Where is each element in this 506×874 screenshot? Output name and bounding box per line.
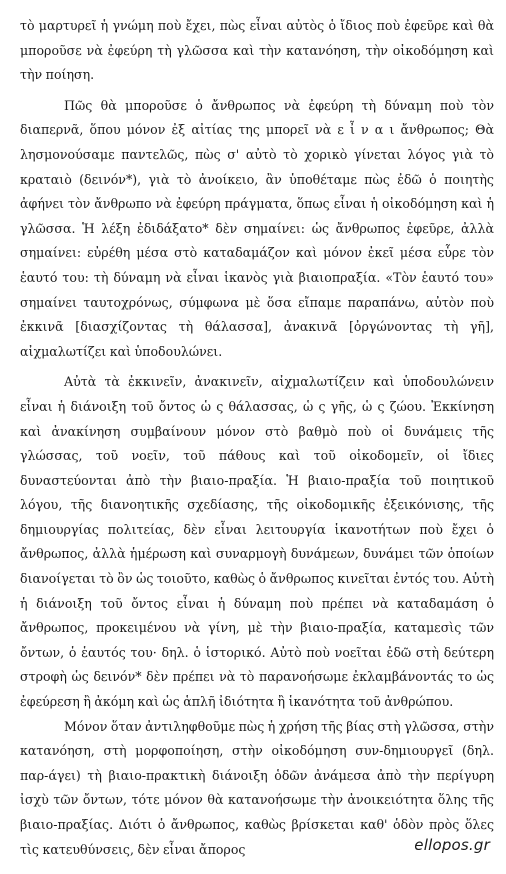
paragraph: Μόνον ὅταν ἀντιληφθοῦμε πὼς ἡ χρήση τῆς βίας στὴ γλῶσσα, στὴν κατανόηση, στὴ μορφοποίηση, στὴν οἰκοδόμηση συν-δημιουργεῖ (δηλ. παρ-άγει) τὴ βιαιο-πρακτικὴ διάνοιξη ὁδῶν ἀνάμεσα ἀπὸ τὴν περίγυρη ἰσχὺ τῶν ὄντων, τότε μόνον θὰ κατανοήσωμε τὴν ἀνοικειότητα ὅλης τῆς βιαιο-πραξίας. Διότι ὁ ἄνθρωπος, καθὼς βρίσκεται καθ' ὁδὸν πρὸς ὅλες τὶς κατευθύνσεις, δὲν εἶναι ἄπορος [20, 718, 494, 857]
paragraph: Αὐτὰ τὰ ἐκκινεῖν, ἀνακινεῖν, αἰχμαλωτίζειν καὶ ὑποδουλώνειν εἶναι ἡ διάνοιξη τοῦ ὄντος ὡ ς θάλασσας, ὡ ς γῆς, ὡ ς ζώου. Ἐκκίνηση καὶ ἀνακίνηση συμβαίνουν μόνον στὸ βαθμὸ ποὺ οἱ δυνάμεις τῆς γλώσσας, τοῦ νοεῖν, τοῦ πάθους καὶ τοῦ οἰκοδομεῖν, οἱ ἴδιες δυναστεύονται ἀπὸ τὴν βιαιο-πραξία. Ἡ βιαιο-πραξία τοῦ ποιητικοῦ λόγου, τῆς διανοητικῆς σχεδίασης, τῆς οἰκοδομικῆς ἐξεικόνισης, τῆς δημιουργίας πολιτείας, δὲν εἶναι λειτουργία ἱκανοτήτων ποὺ ἔχει ὁ ἄνθρωπος, ἀλλὰ ἡμέρωση καὶ συναρμογὴ δυνάμεων, δυνάμει τῶν ὁποίων διανοίγεται τὸ ὂν ὡς τοιοῦτο, καθὼς ὁ ἄνθρωπος κινεῖται ἐντός του. Αὐτὴ ἡ διάνοιξη τοῦ ὄντος εἶναι ἡ δύναμη ποὺ πρέπει νὰ καταδαμάση ὁ ἄνθρωπος, προκειμένου νὰ γίνη, μὲ τὴν βιαιο-πραξία, καταμεσὶς τῶν ὄντων, ὁ ἑαυτός του· δηλ. ὁ ἱστορικό. Αὐτὸ ποὺ νοεῖται ἐδῶ στὴ δεύτερη στροφὴ ὡς δεινόν* δὲν πρέπει νὰ τὸ παρανοήσωμε ἐκλαμβάνοντάς το ὡς ἐφεύρεση ἢ ἀκόμη καὶ ὡς ἁπλῆ ἰδιότητα ἢ ἱκανότητα τοῦ ἀνθρώπου. [20, 374, 494, 710]
paragraph-continuation: τὸ μαρτυρεῖ ἡ γνώμη ποὺ ἔχει, πὼς εἶναι αὐτὸς ὁ ἴδιος ποὺ ἐφεῦρε καὶ θὰ μποροῦσε νὰ ἐφεύρη τὴ γλῶσσα καὶ τὴν κατανόηση, τὴν οἰκοδόμηση καὶ τὴν ποίηση. [20, 18, 494, 83]
book-page-text [20, 14, 494, 862]
site-watermark: ellopos.gr [414, 836, 490, 854]
paragraph: Πῶς θὰ μποροῦσε ὁ ἄνθρωπος νὰ ἐφεύρη τὴ δύναμη ποὺ τὸν διαπερνᾶ, ὅπου μόνον ἐξ αἰτίας της μπορεῖ νὰ ε ἶ ν α ι ἄνθρωπος; Θὰ λησμονούσαμε παντελῶς, πὼς σ' αὐτὸ τὸ χορικὸ γίνεται λόγος γιὰ τὸ κραταιὸ (δεινόν*), γιὰ τὸ ἀνοίκειο, ἂν ὑποθέταμε πὼς ἐδῶ ὁ ποιητὴς ἀφήνει τὸν ἄνθρωπο νὰ ἐφεύρη πράγματα, ὅπως εἶναι ἡ οἰκοδόμηση καὶ ἡ γλῶσσα. Ἡ λέξη ἐδιδάξατο* δὲν σημαίνει: ὡς ἄνθρωπος ἐφεῦρε, ἀλλὰ σημαίνει: εὐρέθη μέσα στὸ καταδαμάζον καὶ μόνον ἐκεῖ μέσα εὗρε τὸν ἑαυτό του: τὴ δύναμη νὰ εἶναι ἱκανὸς γιὰ βιαιοπραξία. «Τὸν ἑαυτό του» σημαίνει ταυτοχρόνως, σύμφωνα μὲ ὅσα εἴπαμε παραπάνω, αὐτὸν ποὺ ἐκκινᾶ [διασχίζοντας τὴ θάλασσα], ἀνακινᾶ [ὀργώνοντας τὴ γῆ], αἰχμαλωτίζει καὶ ὑποδουλώνει. [20, 97, 494, 359]
